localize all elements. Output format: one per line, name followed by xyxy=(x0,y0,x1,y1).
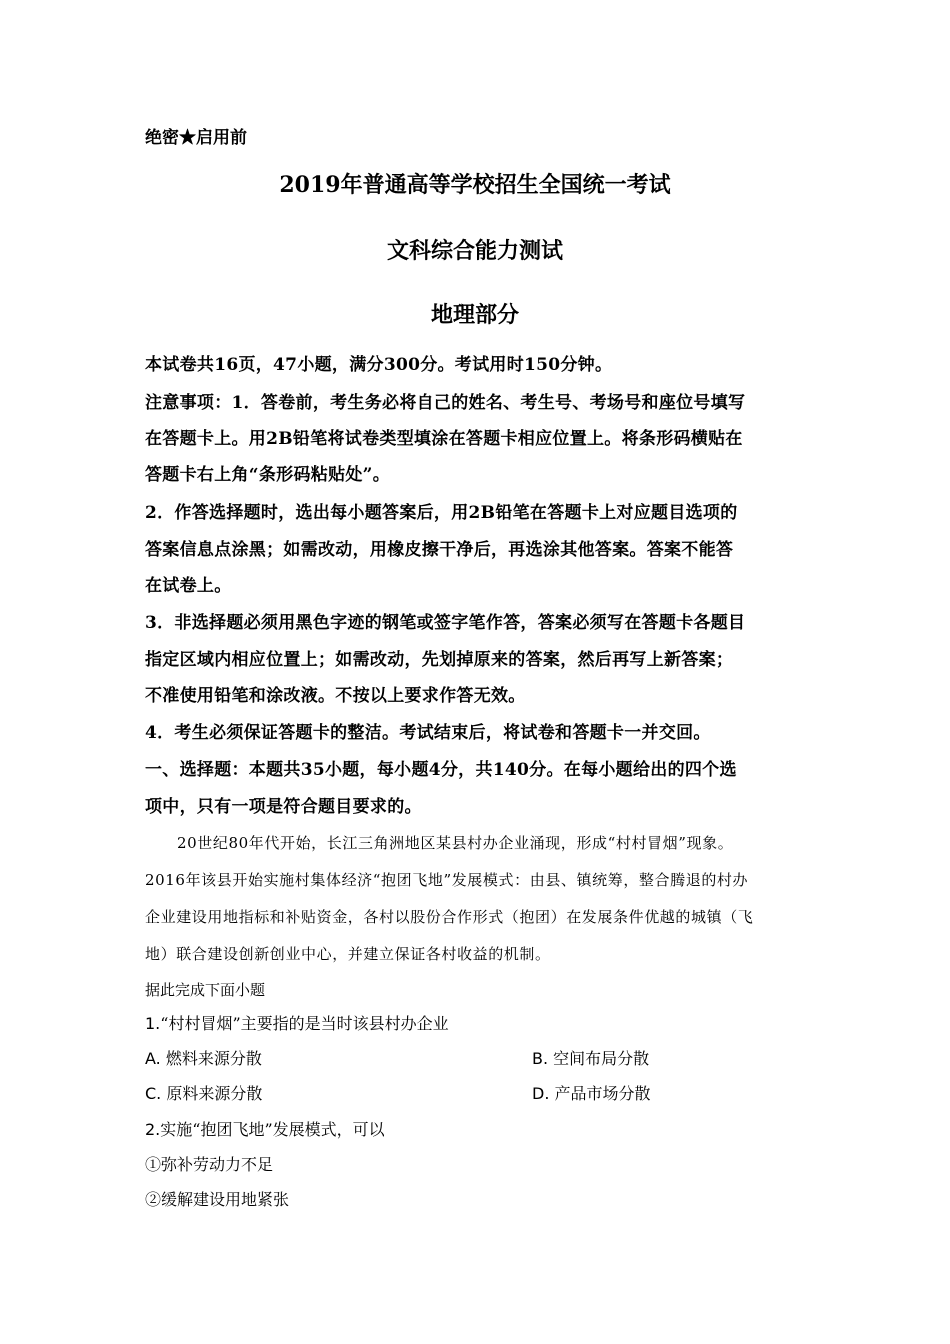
note-3-line-1: 3．非选择题必须用黑色字迹的钢笔或签字笔作答，答案必须写在答题卡各题目 xyxy=(145,613,746,633)
subject-title: 文科综合能力测试 xyxy=(386,238,563,264)
passage-prompt: 据此完成下面小题 xyxy=(145,981,266,999)
question-1-option-c[interactable] xyxy=(145,1084,262,1103)
note-2-line-3: 在试卷上。 xyxy=(145,576,232,596)
secret-mark: 绝密★启用前 xyxy=(145,128,247,148)
option-d-text: 产品市场分散 xyxy=(554,1084,651,1103)
part-title: 地理部分 xyxy=(430,302,519,328)
question-2-item-1: ①弥补劳动力不足 xyxy=(145,1155,274,1174)
question-1-option-a[interactable] xyxy=(145,1049,262,1068)
option-b-text: 空间布局分散 xyxy=(553,1049,650,1068)
question-1-text: “村村冒烟”主要指的是当时该县村办企业 xyxy=(160,1014,449,1033)
question-1-number: 1. xyxy=(145,1014,161,1033)
question-1-stem xyxy=(145,1014,449,1033)
question-2-item-2: ②缓解建设用地紧张 xyxy=(145,1190,290,1209)
option-c-text: 原料来源分散 xyxy=(166,1084,263,1103)
option-a-text: 燃料来源分散 xyxy=(165,1049,262,1068)
option-a-letter: A. xyxy=(145,1049,161,1068)
section-1-line-2: 项中，只有一项是符合题目要求的。 xyxy=(145,797,422,817)
note-3-line-2: 指定区域内相应位置上；如需改动，先划掉原来的答案，然后再写上新答案； xyxy=(145,650,734,670)
option-d-letter: D. xyxy=(532,1084,550,1103)
question-1-option-b[interactable] xyxy=(532,1049,649,1068)
main-title: 2019年普通高等学校招生全国统一考试 xyxy=(279,172,671,198)
passage-line-3: 企业建设用地指标和补贴资金，各村以股份合作形式（抱团）在发展条件优越的城镇（飞 xyxy=(145,908,754,926)
note-2-line-1: 2．作答选择题时，选出每小题答案后，用2B铅笔在答题卡上对应题目选项的 xyxy=(145,503,738,523)
question-2-stem xyxy=(145,1120,385,1139)
question-1-option-d[interactable] xyxy=(532,1084,651,1103)
note-2-line-2: 答案信息点涂黑；如需改动，用橡皮擦干净后，再选涂其他答案。答案不能答 xyxy=(145,540,734,560)
note-1-line-2: 在答题卡上。用2B铅笔将试卷类型填涂在答题卡相应位置上。将条形码横贴在 xyxy=(145,429,743,449)
passage-line-1: 20世纪80年代开始，长江三角洲地区某县村办企业涌现，形成“村村冒烟”现象。 xyxy=(177,834,734,852)
option-b-letter: B. xyxy=(532,1049,549,1068)
question-2-text: 实施“抱团飞地”发展模式，可以 xyxy=(160,1120,385,1139)
option-c-letter: C. xyxy=(145,1084,162,1103)
exam-summary: 本试卷共16页，47小题，满分300分。考试用时150分钟。 xyxy=(145,355,613,375)
note-1-line-3: 答题卡右上角“条形码粘贴处”。 xyxy=(145,465,391,485)
note-3-line-3: 不准使用铅笔和涂改液。不按以上要求作答无效。 xyxy=(145,686,526,706)
question-2-number: 2. xyxy=(145,1120,161,1139)
passage-line-2: 2016年该县开始实施村集体经济“抱团飞地”发展模式：由县、镇统筹，整合腾退的村办 xyxy=(145,871,749,889)
passage-line-4: 地）联合建设创新创业中心，并建立保证各村收益的机制。 xyxy=(145,945,551,963)
note-1-line-1: 注意事项：1．答卷前，考生务必将自己的姓名、考生号、考场号和座位号填写 xyxy=(145,393,746,413)
section-1-line-1: 一、选择题：本题共35小题，每小题4分，共140分。在每小题给出的四个选 xyxy=(145,760,737,780)
note-4: 4．考生必须保证答题卡的整洁。考试结束后，将试卷和答题卡一并交回。 xyxy=(145,723,711,743)
